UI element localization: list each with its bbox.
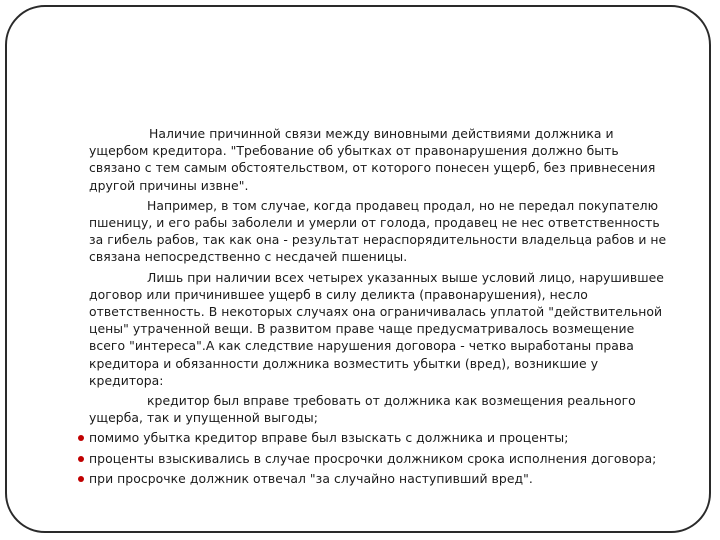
paragraph-creditor-rights: кредитор был вправе требовать от должника как возмещения реального ущерба, так и упущенной выгоды;: [89, 393, 636, 426]
bullet-text: проценты взыскивались в случае просрочки должником срока исполнения договора;: [89, 450, 657, 466]
bullet-dot-icon: [78, 476, 84, 482]
list-item: [89, 470, 673, 487]
paragraph-liability: Лишь при наличии всех четырех указанных выше условий лицо, нарушившее договор или причинившее ущерб в силу деликта (правонарушения), несло ответственность. В некоторых случаях она ограничивалась уплатой "действительной цены" утраченной вещи. В развитом праве чаще предусматривалось возмещение всего "интереса".А как следствие нарушения договора - четко выработаны права кредитора и обязанности должника возместить убытки (вред), возникшие у кредитора:: [89, 269, 664, 388]
list-item: [89, 450, 673, 467]
text-content: [89, 125, 673, 490]
bullet-text: при просрочке должник отвечал "за случайно наступивший вред".: [89, 470, 533, 486]
bullet-list: [89, 429, 673, 487]
bullet-text: помимо убытка кредитор вправе был взыскать с должника и проценты;: [89, 430, 569, 446]
paragraph-causation: Наличие причинной связи между виновными действиями должника и ущербом кредитора. "Требование об убытках от правонарушения должно быть связано с тем самым обстоятельством, от которого понесен ущерб, без привнесения другой причины извне".: [89, 126, 656, 193]
paragraph-example: Например, в том случае, когда продавец продал, но не передал покупателю пшеницу, и его рабы заболели и умерли от голода, продавец не нес ответственность за гибель рабов, так как она - результат нераспорядительности владельца рабов и не связана непосредственно с несдачей пшеницы.: [89, 197, 667, 265]
list-item: [89, 429, 673, 446]
bullet-dot-icon: [78, 456, 84, 462]
